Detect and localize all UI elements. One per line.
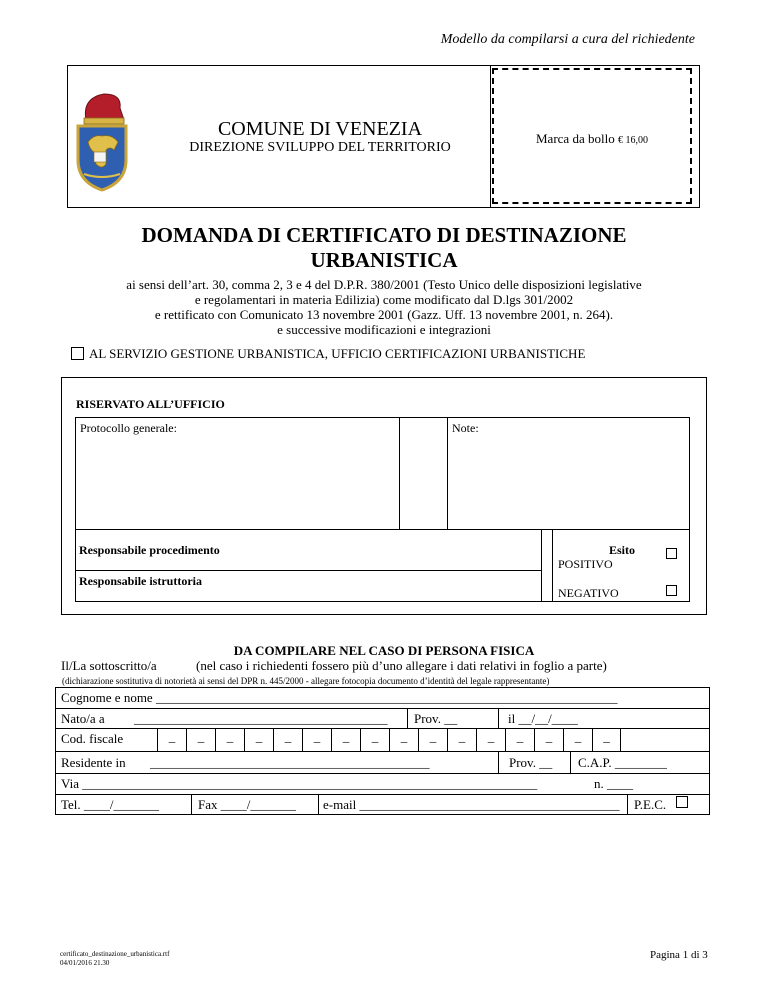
page-number: Pagina 1 di 3 <box>650 949 708 961</box>
pec-label: P.E.C. <box>634 797 667 812</box>
numero-civico-field[interactable]: n. ____ <box>594 776 633 791</box>
cf-cell[interactable]: _ <box>389 728 418 751</box>
positivo-label: POSITIVO <box>558 557 613 571</box>
cf-cell[interactable]: _ <box>505 728 534 751</box>
telefono-field[interactable]: Tel. ____/_______ <box>61 797 160 812</box>
pec-checkbox[interactable] <box>676 796 688 808</box>
cf-cell[interactable]: _ <box>418 728 447 751</box>
nato-label: Nato/a a <box>61 711 105 726</box>
via-field[interactable]: Via ______________________________________________________________________ <box>61 776 538 791</box>
venezia-coat-of-arms-icon <box>72 90 132 194</box>
servizio-checkbox[interactable] <box>71 347 84 360</box>
footer-date: 04/01/2016 21.30 <box>60 959 110 967</box>
cf-cell[interactable]: _ <box>302 728 331 751</box>
esito-label: Esito <box>609 543 636 557</box>
cf-cell[interactable]: _ <box>215 728 244 751</box>
richiedenti-note: (nel caso i richiedenti fossero più d’uno allegare i dati relativi in foglio a parte) <box>196 658 607 673</box>
cf-cell[interactable]: _ <box>244 728 273 751</box>
comune-title: COMUNE DI VENEZIA <box>217 118 423 140</box>
data-nascita-field[interactable]: il __/__/____ <box>508 711 578 726</box>
header-divider <box>490 65 491 208</box>
prov-residenza-field[interactable]: Prov. __ <box>509 755 553 770</box>
cf-cell[interactable]: _ <box>273 728 302 751</box>
marca-da-bollo-label: Marca da bollo € 16,00 <box>536 131 648 146</box>
cf-cell[interactable]: _ <box>331 728 360 751</box>
document-title-line2: URBANISTICA <box>310 248 458 272</box>
fax-field[interactable]: Fax ____/_______ <box>198 797 296 812</box>
dichiarazione-note: (dichiarazione sostitutiva di notorietà ai sensi del DPR n. 445/2000 - allegare fotocopia documento d’identità del legale rappresentante) <box>62 676 550 686</box>
document-title <box>0 223 768 273</box>
cf-cell[interactable]: _ <box>592 728 621 751</box>
email-field[interactable]: e-mail ________________________________________ <box>323 797 620 812</box>
negativo-checkbox[interactable] <box>666 585 677 596</box>
cognome-nome-field[interactable]: Cognome e nome _______________________________________________________________________ <box>61 690 618 705</box>
negativo-label: NEGATIVO <box>558 586 619 600</box>
footer-filename: certificato_destinazione_urbanistica.rtf <box>60 950 170 958</box>
codice-fiscale-cells[interactable] <box>157 728 627 751</box>
document-title-line1: DOMANDA DI CERTIFICATO DI DESTINAZIONE <box>141 223 627 247</box>
header-note: Modello da compilarsi a cura del richiedente <box>440 32 695 47</box>
note-label: Note: <box>452 421 479 435</box>
legal-reference: ai sensi dell’art. 30, comma 2, 3 e 4 del D.P.R. 380/2001 (Testo Unico delle disposizioni legislative e regolamentari in materia Edilizia) come modificato dal D.lgs 301/2002 e rettificato con Comunicato 13 novembre 2001 (Gazz. Uff. 13 novembre 2001, n. 264). e successive modificazioni e integrazioni <box>126 277 642 337</box>
responsabile-procedimento-label: Responsabile procedimento <box>79 543 220 557</box>
sottoscritto-label: Il/La sottoscritto/a <box>61 658 157 673</box>
cf-cell[interactable]: _ <box>563 728 592 751</box>
residente-field[interactable]: ___________________________________________ <box>150 755 430 770</box>
cf-cell[interactable]: _ <box>534 728 563 751</box>
persona-section-title: DA COMPILARE NEL CASO DI PERSONA FISICA <box>233 643 535 658</box>
protocollo-label: Protocollo generale: <box>80 421 177 435</box>
direzione-subtitle: DIREZIONE SVILUPPO DEL TERRITORIO <box>189 140 451 155</box>
riservato-title: RISERVATO ALL’UFFICIO <box>76 397 225 411</box>
cf-cell[interactable]: _ <box>157 728 186 751</box>
cf-cell[interactable]: _ <box>360 728 389 751</box>
nato-field[interactable]: _______________________________________ <box>134 711 388 726</box>
cf-cell[interactable]: _ <box>447 728 476 751</box>
residente-label: Residente in <box>61 755 126 770</box>
cf-cell[interactable]: _ <box>186 728 215 751</box>
positivo-checkbox[interactable] <box>666 548 677 559</box>
cf-cell[interactable]: _ <box>476 728 505 751</box>
responsabile-istruttoria-label: Responsabile istruttoria <box>79 574 202 588</box>
cap-field[interactable]: C.A.P. ________ <box>578 755 667 770</box>
codice-fiscale-label: Cod. fiscale <box>61 731 124 746</box>
servizio-label: AL SERVIZIO GESTIONE URBANISTICA, UFFICIO CERTIFICAZIONI URBANISTICHE <box>89 346 586 361</box>
prov-nascita-field[interactable]: Prov. __ <box>414 711 458 726</box>
